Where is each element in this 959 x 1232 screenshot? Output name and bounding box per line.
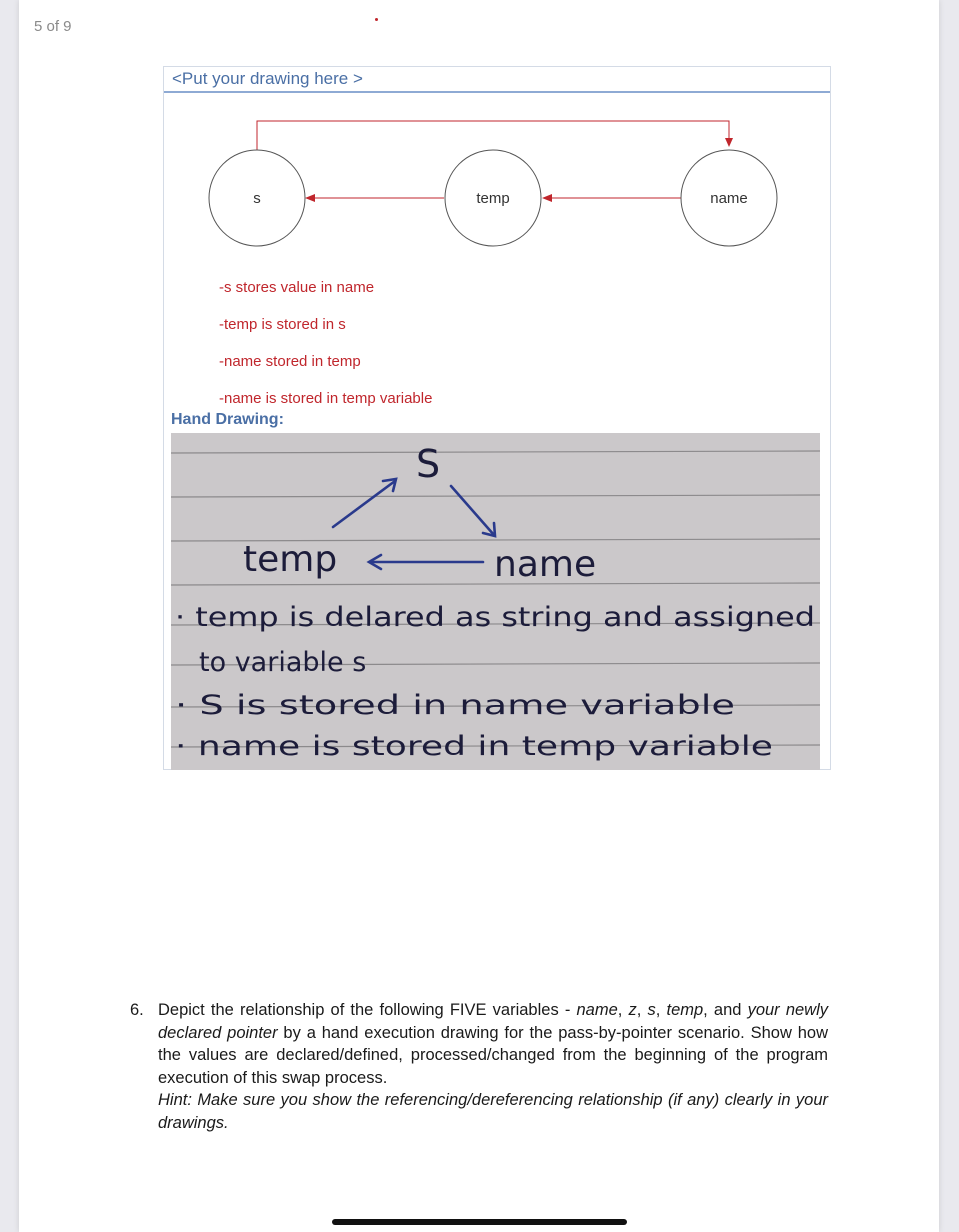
node-temp-label: temp [476, 190, 510, 207]
diagram-note: -temp is stored in s [219, 316, 346, 333]
var-pointer: your newly declared pointer [158, 1001, 829, 1042]
page-indicator: 5 of 9 [34, 18, 72, 35]
variable-diagram [163, 100, 831, 260]
red-dot-mark [375, 18, 378, 21]
var-s: s [647, 1001, 656, 1019]
var-name: name [576, 1001, 618, 1019]
diagram-note: -s stores value in name [219, 279, 375, 296]
question-number: 6. [130, 1001, 144, 1019]
hand-node-temp: temp [243, 539, 338, 580]
hand-line-2: · S is stored in name variable [175, 690, 735, 721]
question-body [158, 999, 828, 1135]
question-text: , [617, 1001, 629, 1019]
hand-line-3: · name is stored in temp variable [175, 731, 773, 762]
hand-drawing-label: Hand Drawing: [171, 411, 284, 428]
diagram-note: -name stored in temp [219, 353, 361, 370]
question-text: by a hand execution drawing for the pass-by-pointer scenario. Show how the values are declared/defined, processed/changed from the beginning of the program execution of this swap process. [158, 1023, 829, 1087]
question-text: , [636, 1001, 648, 1019]
question-text: , [655, 1001, 667, 1019]
hand-node-name: name [494, 544, 597, 585]
question-text: , and [703, 1001, 748, 1019]
drawing-frame-header [164, 67, 830, 93]
drawing-frame-title: <Put your drawing here > [172, 69, 363, 88]
node-s-label: s [253, 190, 261, 207]
arrowhead-temp [542, 194, 552, 202]
question-hint: Hint: Make sure you show the referencing/dereferencing relationship (if any) clearly in your drawings. [158, 1091, 828, 1132]
question-text: Depict the relationship of the following FIVE variables - [158, 1001, 577, 1019]
diagram-note: -name is stored in temp variable [219, 390, 433, 407]
hand-drawing-photo [171, 433, 820, 770]
arrowhead-name [725, 138, 733, 147]
home-indicator[interactable] [332, 1219, 627, 1225]
hand-line-1b: to variable s [199, 647, 367, 678]
var-z: z [628, 1001, 637, 1019]
hand-node-s: S [416, 442, 441, 486]
var-temp: temp [666, 1001, 704, 1019]
notebook-paper [171, 433, 820, 770]
arrow-s-to-name [257, 121, 729, 150]
hand-line-1a: · temp is delared as string and assigned [175, 602, 815, 633]
arrowhead-s [305, 194, 315, 202]
node-name-label: name [710, 190, 748, 207]
